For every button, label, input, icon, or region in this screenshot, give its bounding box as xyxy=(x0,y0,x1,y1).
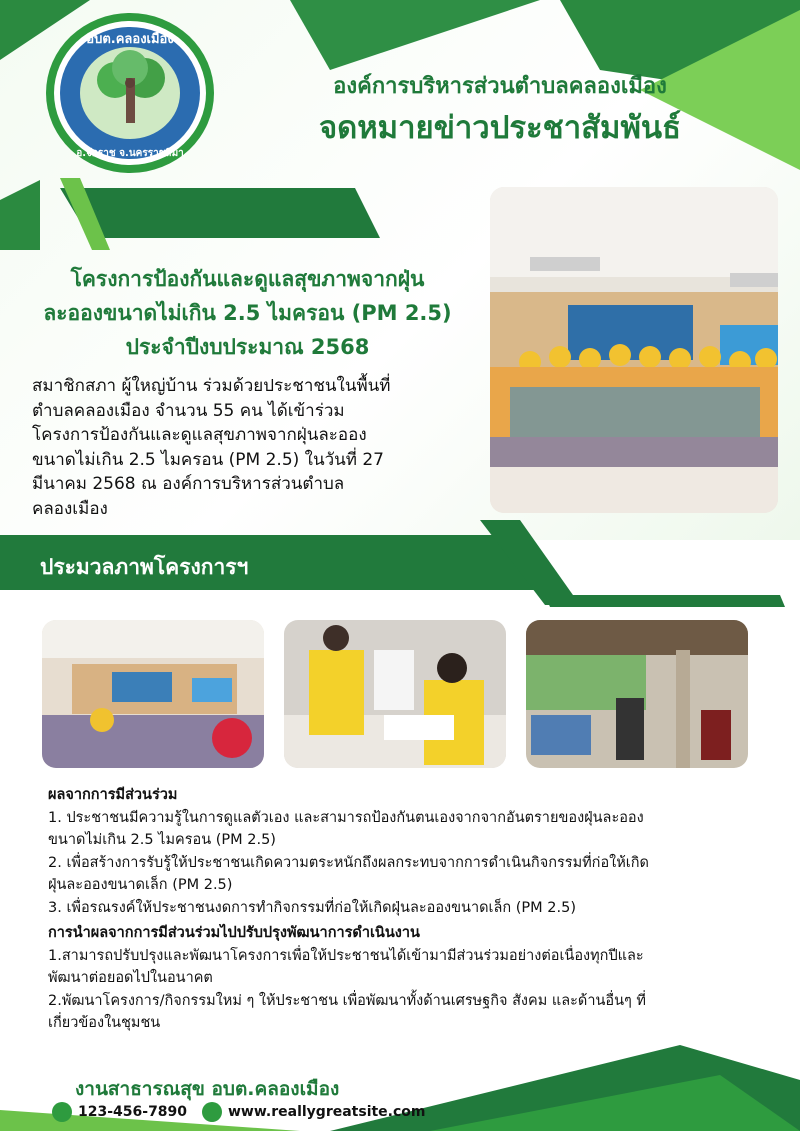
globe-icon xyxy=(202,1102,222,1122)
website-url: www.reallygreatsite.com xyxy=(228,1104,426,1120)
improvement-heading: การนำผลจากการมีส่วนร่วมไปปรับปรุงพัฒนาการดำเนินงาน xyxy=(48,925,420,941)
results-heading: ผลจากการมีส่วนร่วม xyxy=(48,787,178,803)
newsletter-title: จดหมายข่าวประชาสัมพันธ์ xyxy=(318,110,682,146)
gallery-photo-1 xyxy=(42,620,264,768)
improvement-line: 1.สามารถปรับปรุงและพัฒนาโครงการเพื่อให้ประชาชนได้เข้ามามีส่วนร่วมอย่างต่อเนื่องทุกปีและ xyxy=(48,947,644,964)
project-title-line: ประจำปีงบประมาณ 2568 xyxy=(125,335,370,359)
project-description xyxy=(32,374,472,521)
gallery-photo-2 xyxy=(284,620,506,768)
project-title-line: ละอองขนาดไม่เกิน 2.5 ไมครอน (PM 2.5) xyxy=(43,301,452,325)
group-photo xyxy=(490,187,778,513)
gallery-section-title: ประมวลภาพโครงการฯ xyxy=(40,555,249,579)
results-line: 2. เพื่อสร้างการรับรู้ให้ประชาชนเกิดความตระหนักถึงผลกระทบจากการดำเนินกิจกรรมที่ก่อให้เกิด xyxy=(48,854,649,871)
description-line: ตำบลคลองเมือง จำนวน 55 คน ได้เข้าร่วม xyxy=(32,400,345,421)
description-line: คลองเมือง xyxy=(32,498,108,519)
results-section xyxy=(48,784,758,1035)
improvement-line: พัฒนาต่อยอดไปในอนาคต xyxy=(48,970,213,986)
logo-text-bottom: อ.จักราช จ.นครราชสีมา xyxy=(76,148,184,159)
description-line: โครงการป้องกันและดูแลสุขภาพจากฝุ่นละออง xyxy=(32,425,367,445)
description-line: ขนาดไม่เกิน 2.5 ไมครอน (PM 2.5) ในวันที่ 27 xyxy=(32,449,385,470)
project-title-line: โครงการป้องกันและดูแลสุขภาพจากฝุ่น xyxy=(70,267,425,291)
results-line: ขนาดไม่เกิน 2.5 ไมครอน (PM 2.5) xyxy=(48,832,276,848)
project-title xyxy=(10,262,485,364)
gallery-photo-3 xyxy=(526,620,748,768)
results-line: 1. ประชาชนมีความรู้ในการดูแลตัวเอง และสามารถป้องกันตนเองจากจากอันตรายของฝุ่นละออง xyxy=(48,809,644,826)
phone-number: 123-456-7890 xyxy=(78,1104,188,1120)
footer-department: งานสาธารณสุข อบต.คลองเมือง xyxy=(75,1078,340,1100)
organization-name: องค์การบริหารส่วนตำบลคลองเมือง xyxy=(333,74,667,99)
phone-contact[interactable] xyxy=(52,1102,187,1122)
results-line: ฝุ่นละอองขนาดเล็ก (PM 2.5) xyxy=(48,877,233,893)
results-line: 3. เพื่อรณรงค์ให้ประชาชนงดการทำกิจกรรมที่ก่อให้เกิดฝุ่นละอองขนาดเล็ก (PM 2.5) xyxy=(48,899,576,916)
improvement-line: เกี่ยวข้องในชุมชน xyxy=(48,1015,161,1031)
description-line: มีนาคม 2568 ณ องค์การบริหารส่วนตำบล xyxy=(32,474,345,494)
description-line: สมาชิกสภา ผู้ใหญ่บ้าน ร่วมด้วยประชาชนในพื้นที่ xyxy=(32,376,391,396)
website-link[interactable] xyxy=(202,1102,426,1122)
improvement-line: 2.พัฒนาโครงการ/กิจกรรมใหม่ ๆ ให้ประชาชน เพื่อพัฒนาทั้งด้านเศรษฐกิจ สังคม และด้านอื่นๆ ที่ xyxy=(48,992,646,1009)
phone-icon xyxy=(52,1102,72,1122)
logo-text-top: อบต.คลองเมือง xyxy=(86,32,174,47)
